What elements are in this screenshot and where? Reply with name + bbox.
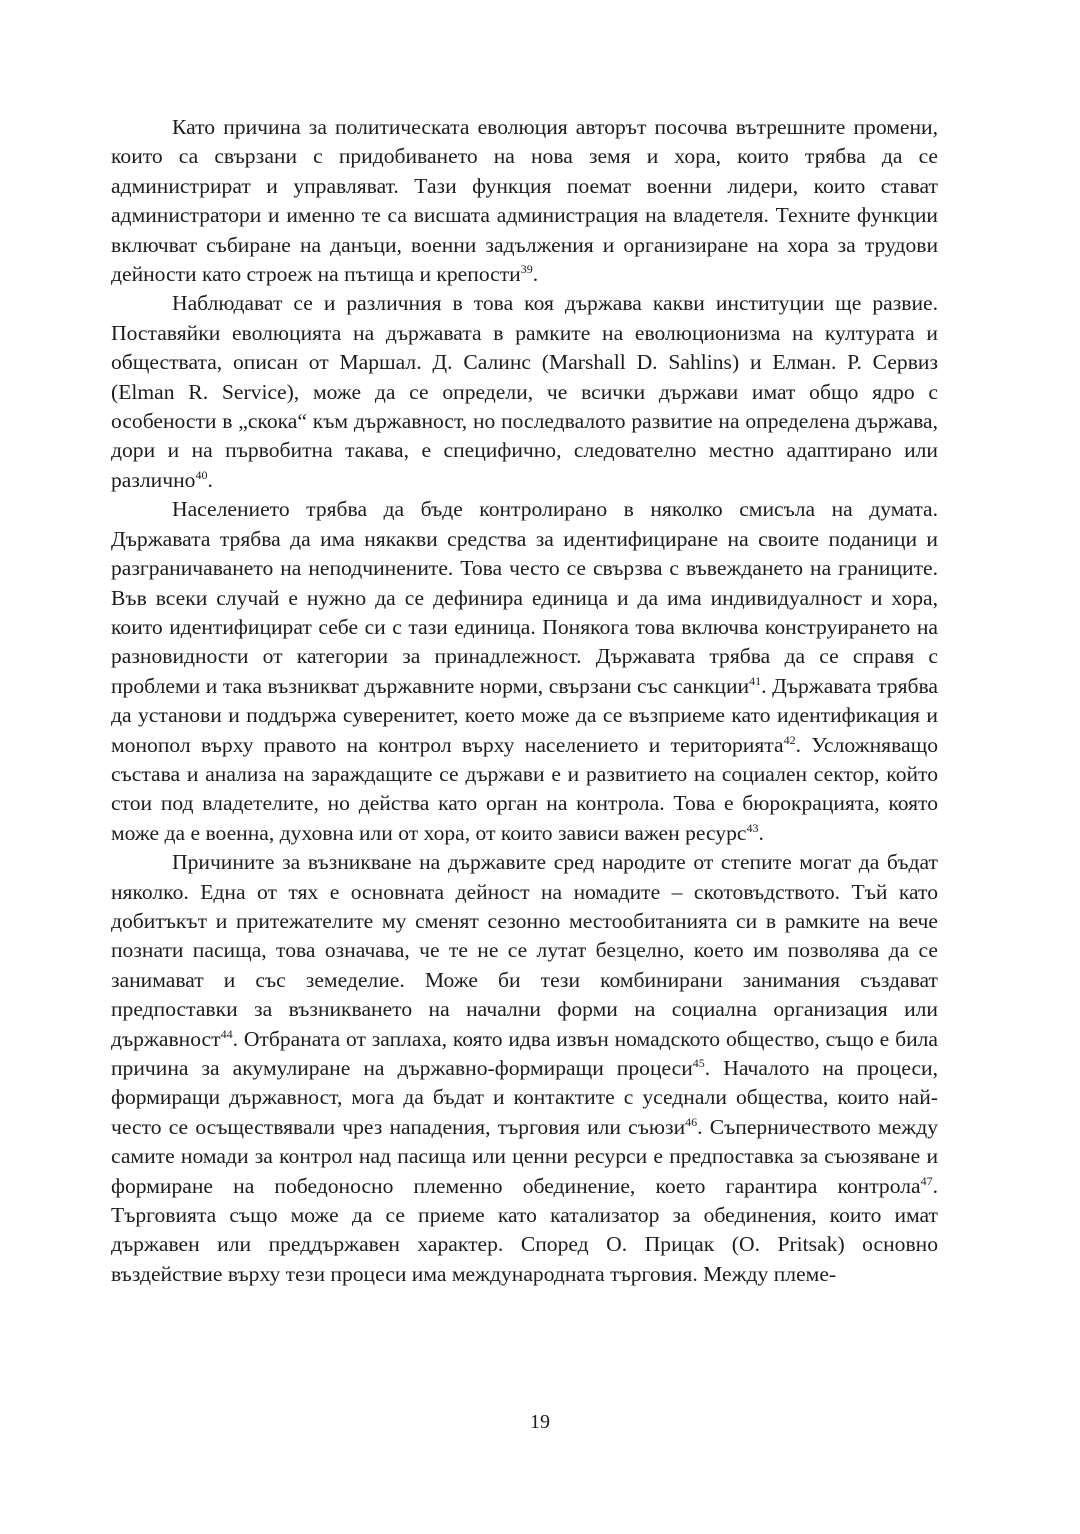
footnote-marker: 39 xyxy=(520,262,533,277)
paragraph-text: Наблюдават се и различния в това коя държава какви институции ще развие. Поставяйки еволюцията на държавата в рамките на еволюционизма на културата и обществата, описан от Маршал. Д. Салинс (Marshall D. Sahlins) и Елман. Р. Сервиз (Elman R. Service), може да се определи, че всички държави имат общо ядро с особености в „скока“ към държавност, но последвалото развитие на определена държава, дори и на първобитна такава, е специфично, следователно местно адаптирано или различно xyxy=(111,291,938,492)
paragraph-text: . xyxy=(207,467,213,492)
paragraph-text: . Отбраната от заплаха, която идва извън номадското общество, също е била причина за акумулиране на държавно-формиращи процеси xyxy=(111,1026,938,1080)
page-number: 19 xyxy=(530,1411,550,1433)
footnote-marker: 44 xyxy=(220,1026,233,1041)
paragraph-text: Причините за възникване на държавите сред народите от степите могат да бъдат няколко. Една от тях е основната дейност на номадите – скотовъдството. Тъй като добитъкът и притежателите му сменят сезонно местообитанията си в рамките на вече познати пасища, това означава, че те не се лутат безцелно, което им позволява да се занимават и със земеделие. Може би тези комбинирани занимания създават предпоставки за възникването на начални форми на социална организация или държавност xyxy=(111,850,938,1051)
paragraph-text: . xyxy=(758,820,764,845)
paragraph-text: Населението трябва да бъде контролирано в няколко смисъла на думата. Държавата трябва да има някакви средства за идентифициране на своите поданици и разграничаването на неподчинените. Това често се свързва с въвеждането на границите. Във всеки случай е нужно да се дефинира единица и да има индивидуалност и хора, които идентифицират себе си с тази единица. Понякога това включва конструирането на разновидности от категории за принадлежност. Държавата трябва да се справя с проблеми и така възникват държавните норми, свързани със санкции xyxy=(111,497,938,698)
footnote-marker: 43 xyxy=(746,820,759,835)
paragraph-text: Като причина за политическата еволюция авторът посочва вътрешните промени, които са свързани с придобиването на нова земя и хора, които трябва да се администрират и управляват. Тази функция поемат военни лидери, които стават администратори и именно те са висшата администрация на владетеля. Техните функции включват събиране на данъци, военни задължения и организиране на хора за трудови дейности като строеж на пътища и крепости xyxy=(111,115,938,287)
footnote-marker: 47 xyxy=(920,1173,933,1188)
paragraph-text: . xyxy=(532,262,539,287)
footnote-marker: 41 xyxy=(749,673,762,688)
footnote-marker: 40 xyxy=(195,467,208,482)
paragraph-text: . Търговията също може да се приеме като катализатор за обединения, които имат държавен или преддържавен характер. Според О. Прицак (O. Pritsak) основно въздействие върху тези процеси има международната търговия. Между племе- xyxy=(111,1173,938,1286)
footnote-marker: 45 xyxy=(692,1056,705,1070)
paragraph-text: . Държавата трябва да установи и поддържа суверенитет, което може да се възприеме като идентификация и монопол върху правото на контрол върху населението и територията xyxy=(111,673,938,757)
paragraph-text: . Началото на процеси, формиращи държавност, мога да бъдат и контактите с уседнали общества, които най-често се осъществявали чрез нападения, търговия или съюзи xyxy=(111,1056,938,1139)
footnote-marker: 46 xyxy=(685,1114,698,1129)
paragraph xyxy=(111,113,938,289)
body-text xyxy=(111,113,938,1289)
paragraph xyxy=(111,289,938,495)
footnote-marker: 42 xyxy=(783,732,796,747)
paragraph-text: . Съперничеството между самите номади за контрол над пасища или ценни ресурси е предпоставка за съюзяване и формиране на победоносно племенно обединение, което гарантира контрола xyxy=(111,1114,938,1198)
paragraph-text: . Усложняващо състава и анализа на зараждащите се държави е и развитието на социален сектор, който стои под владетелите, но действа като орган на контрола. Това е бюрокрацията, която може да е военна, духовна или от хора, от които зависи важен ресурс xyxy=(111,732,938,845)
paragraph xyxy=(111,848,938,1289)
paragraph xyxy=(111,495,938,848)
